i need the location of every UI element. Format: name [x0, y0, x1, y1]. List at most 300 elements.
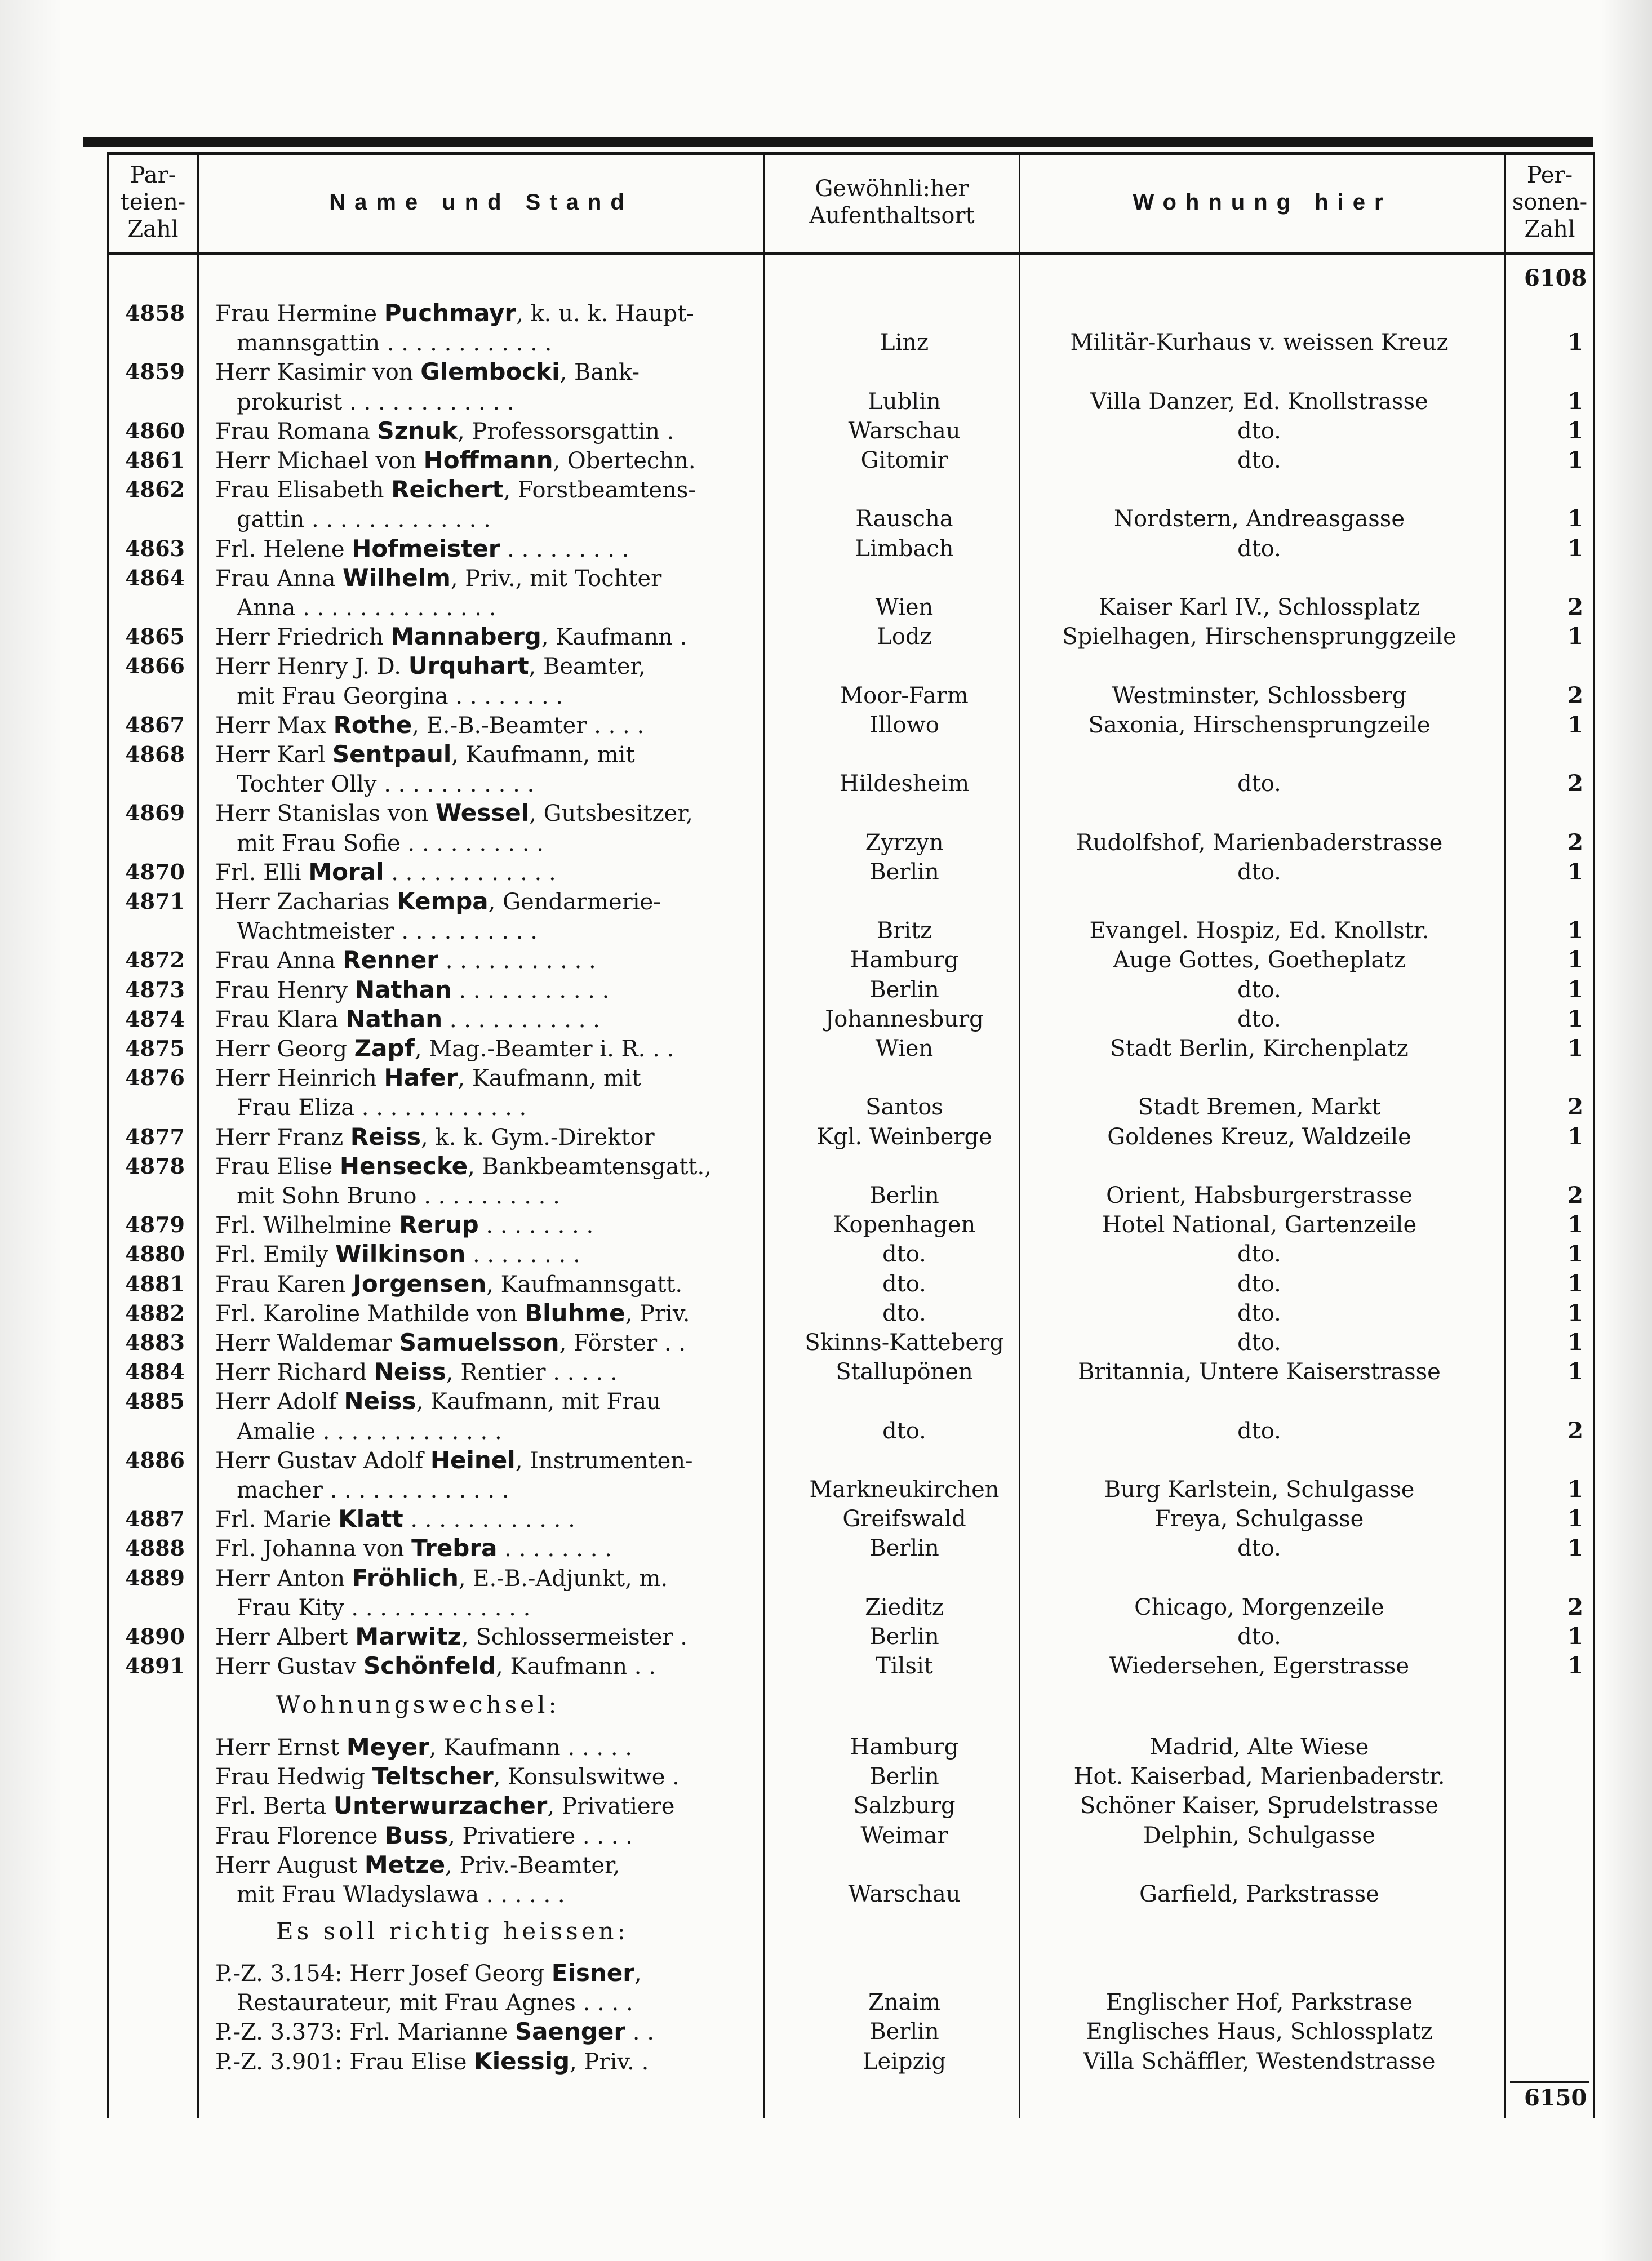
entry-residence: Auge Gottes, Goetheplatz: [1113, 947, 1406, 973]
entry-name: [215, 1299, 756, 1329]
entry-title: Frl. Marie: [215, 1507, 339, 1532]
entry-surname: Marwitz: [355, 1623, 461, 1650]
entry-title: Frl. Elli: [215, 860, 309, 886]
entry-title: Frau Anna: [215, 566, 343, 592]
entry-surname: Kempa: [397, 887, 489, 915]
entry-name: [215, 357, 756, 387]
register-row: [0, 1534, 1652, 1563]
entry-hometown: Berlin: [869, 1535, 939, 1561]
entry-hometown: Markneukirchen: [809, 1477, 1000, 1503]
register-row: [0, 299, 1652, 328]
register-row: [0, 593, 1652, 622]
richtig-row: [0, 2017, 1652, 2046]
entry-hometown: Hildesheim: [839, 771, 970, 797]
entry-name: [215, 1622, 756, 1652]
entry-occupation: , Mag.-Beamter i. R. . .: [414, 1036, 674, 1062]
entry-persons: 1: [1567, 1653, 1583, 1679]
entry-number: 4881: [125, 1271, 185, 1296]
entry-surname: Wessel: [435, 799, 530, 827]
entry-residence: Chicago, Morgenzeile: [1134, 1594, 1384, 1620]
entry-title: Frau Henry: [215, 978, 355, 1003]
entry-name: [215, 1063, 756, 1093]
entry-title: Herr Gustav: [215, 1654, 363, 1680]
entry-residence: dto.: [1237, 1330, 1281, 1356]
register-row: [0, 858, 1652, 887]
register-row: [0, 975, 1652, 1005]
header-partei-zahl: Par- teien- Zahl: [120, 162, 186, 242]
entry-title: Herr Heinrich: [215, 1065, 384, 1091]
entry-number: 4870: [125, 859, 185, 885]
entry-persons: 1: [1567, 1123, 1583, 1150]
entry-persons: 1: [1567, 1211, 1583, 1238]
entry-name: [215, 1240, 756, 1269]
entry-surname: Reiss: [350, 1123, 421, 1151]
entry-title: Herr Max: [215, 713, 334, 739]
register-row: [0, 1299, 1652, 1328]
entry-hometown: Berlin: [869, 977, 939, 1003]
entry-name: [215, 1122, 756, 1152]
entry-occupation: , Kaufmannsgatt.: [486, 1272, 683, 1298]
entry-persons: 2: [1567, 1594, 1583, 1620]
entry-surname: Hafer: [384, 1064, 458, 1091]
entry-surname: Heinel: [430, 1446, 516, 1474]
entry-hometown: dto.: [882, 1300, 926, 1326]
entry-persons: 1: [1567, 1006, 1583, 1032]
entry-hometown: Santos: [865, 1094, 943, 1120]
entry-persons: 2: [1567, 770, 1583, 797]
entry-occupation: , Rentier . . . . .: [446, 1360, 618, 1385]
entry-name: [215, 1181, 756, 1211]
entry-name: [215, 534, 756, 564]
register-row: [0, 1005, 1652, 1034]
entry-residence: Schöner Kaiser, Sprudelstrasse: [1080, 1793, 1439, 1819]
entry-hometown: Rauscha: [855, 506, 953, 532]
register-row: [0, 1269, 1652, 1299]
wechsel-row: [0, 1791, 1652, 1820]
entry-occupation: . .: [625, 2019, 654, 2045]
entry-persons: 1: [1567, 447, 1583, 473]
register-row: [0, 710, 1652, 740]
entry-residence: dto.: [1237, 1535, 1281, 1561]
entry-number: 4871: [125, 889, 185, 914]
entry-residence: dto.: [1237, 1271, 1281, 1297]
entry-residence: Britannia, Untere Kaiserstrasse: [1078, 1359, 1441, 1385]
entry-title: Tochter Olly . . . . . . . . . . .: [215, 771, 535, 797]
entry-persons: 1: [1567, 1623, 1583, 1650]
entry-occupation: . . . . . . . . .: [500, 536, 629, 562]
entry-residence: dto.: [1237, 447, 1281, 473]
entry-surname: Fröhlich: [352, 1564, 459, 1592]
entry-name: [215, 1210, 756, 1240]
register-row: [0, 945, 1652, 975]
entry-number: 4888: [125, 1535, 185, 1561]
entry-name: [215, 1475, 756, 1505]
entry-surname: Trebra: [411, 1534, 498, 1562]
entry-name: [215, 563, 756, 593]
entry-surname: Sentpaul: [332, 740, 452, 768]
entry-persons: 1: [1567, 917, 1583, 944]
entry-hometown: Salzburg: [853, 1793, 956, 1819]
entry-name: [215, 887, 756, 917]
entry-number: 4873: [125, 977, 185, 1002]
entry-surname: Mannaberg: [390, 623, 541, 650]
entry-hometown: Greifswald: [842, 1506, 966, 1532]
entry-title: Herr Stanislas von: [215, 801, 436, 827]
entry-occupation: . . . . . . . .: [465, 1242, 580, 1268]
entry-title: mit Sohn Bruno . . . . . . . . . .: [215, 1183, 560, 1209]
register-row: [0, 1593, 1652, 1622]
entry-persons: 2: [1567, 1418, 1583, 1444]
entry-surname: Bluhme: [525, 1299, 625, 1327]
register-row: [0, 328, 1652, 357]
page-total: 6150: [1524, 2085, 1587, 2111]
entry-persons: 1: [1567, 947, 1583, 973]
entry-occupation: , k. u. k. Haupt-: [516, 301, 694, 327]
entry-persons: 1: [1567, 535, 1583, 562]
entry-surname: Puchmayr: [384, 299, 517, 327]
entry-name: [215, 769, 756, 799]
register-row: [0, 446, 1652, 475]
register-row: [0, 1651, 1652, 1681]
entry-persons: 1: [1567, 1476, 1583, 1503]
register-row: [0, 416, 1652, 446]
entry-surname: Sznuk: [377, 417, 458, 445]
entry-persons: 1: [1567, 1035, 1583, 1061]
entry-number: 4889: [125, 1565, 185, 1591]
entry-hometown: dto.: [882, 1241, 926, 1267]
richtig-row: [0, 1958, 1652, 1988]
entry-residence: Nordstern, Andreasgasse: [1114, 506, 1405, 532]
entry-title: Frau Kity . . . . . . . . . . . . .: [215, 1595, 531, 1621]
entry-hometown: Berlin: [869, 2019, 939, 2045]
entry-name: [215, 1357, 756, 1387]
entry-name: [215, 1958, 756, 1988]
entry-residence: Militär-Kurhaus v. weissen Kreuz: [1070, 330, 1449, 356]
register-row: [0, 1092, 1652, 1122]
entry-residence: Englischer Hof, Parkstrase: [1105, 1989, 1413, 2015]
entry-residence: dto.: [1237, 1006, 1281, 1032]
entry-persons: 1: [1567, 976, 1583, 1003]
entry-residence: dto.: [1237, 536, 1281, 562]
entry-number: 4862: [125, 477, 185, 502]
entry-hometown: Stallupönen: [836, 1359, 973, 1385]
register-row: [0, 1504, 1652, 1534]
entry-hometown: Kgl. Weinberge: [816, 1124, 992, 1150]
entry-persons: 1: [1567, 623, 1583, 650]
entry-title: Frau Hedwig: [215, 1764, 372, 1790]
register-row: [0, 798, 1652, 828]
register-row: [0, 1416, 1652, 1446]
entry-name: [215, 446, 756, 476]
entry-surname: Hofmeister: [352, 535, 500, 562]
register-row: [0, 1622, 1652, 1651]
entry-hometown: Berlin: [869, 1764, 939, 1789]
entry-persons: 1: [1567, 1329, 1583, 1356]
entry-title: Frau Romana: [215, 419, 378, 445]
register-row: [0, 1387, 1652, 1416]
entry-surname: Buss: [385, 1822, 448, 1849]
entry-residence: dto.: [1237, 1624, 1281, 1650]
total-rule: [1510, 2081, 1589, 2083]
entry-title: Frau Eliza . . . . . . . . . . . .: [215, 1095, 527, 1121]
entry-title: Restaurateur, mit Frau Agnes . . . .: [215, 1990, 633, 2016]
entry-name: [215, 1504, 756, 1534]
register-row: [0, 475, 1652, 504]
entry-name: [215, 1152, 756, 1181]
entry-title: Herr Friedrich: [215, 624, 391, 650]
entry-occupation: , k. k. Gym.-Direktor: [421, 1125, 655, 1151]
entry-title: Herr Franz: [215, 1125, 350, 1151]
entry-occupation: , Konsulswitwe .: [493, 1764, 680, 1790]
entry-persons: 1: [1567, 1300, 1583, 1326]
entry-title: Herr Gustav Adolf: [215, 1448, 430, 1474]
entry-occupation: , Kaufmann . . . . .: [429, 1735, 632, 1761]
entry-name: [215, 416, 756, 446]
entry-residence: Westminster, Schlossberg: [1112, 683, 1407, 709]
entry-persons: 1: [1567, 1505, 1583, 1532]
entry-surname: Schönfeld: [363, 1652, 496, 1680]
header-aufenthaltsort: Gewöhnli:her Aufenthaltsort: [809, 176, 975, 229]
entry-occupation: , Kaufmann .: [541, 624, 687, 650]
entry-hometown: dto.: [882, 1271, 926, 1297]
entry-title: Herr Michael von: [215, 448, 424, 474]
entry-title: Herr Anton: [215, 1566, 352, 1592]
entry-title: mannsgattin . . . . . . . . . . . .: [215, 330, 552, 356]
entry-occupation: , Kaufmann, mit: [451, 742, 635, 768]
entry-occupation: , Beamter,: [529, 654, 646, 679]
entry-residence: Evangel. Hospiz, Ed. Knollstr.: [1089, 918, 1429, 944]
register-row: [0, 1063, 1652, 1092]
entry-title: Frl. Karoline Mathilde von: [215, 1301, 525, 1327]
wechsel-row: [0, 1850, 1652, 1880]
entry-surname: Neiss: [374, 1358, 446, 1385]
entry-title: Frau Elisabeth: [215, 477, 392, 503]
entry-occupation: , Förster . .: [559, 1330, 686, 1356]
carry-over-total: 6108: [1524, 265, 1587, 291]
entry-surname: Renner: [343, 946, 438, 974]
register-row: [0, 357, 1652, 387]
register-row: [0, 563, 1652, 593]
register-row: [0, 740, 1652, 769]
entry-residence: dto.: [1237, 771, 1281, 797]
entry-surname: Samuelsson: [399, 1329, 559, 1356]
entry-number: 4867: [125, 712, 185, 738]
entry-surname: Urquhart: [408, 652, 529, 679]
entry-title: Frau Elise: [215, 1154, 340, 1180]
entry-surname: Eisner: [551, 1959, 634, 1987]
entry-title: mit Frau Sofie . . . . . . . . . .: [215, 830, 544, 856]
entry-occupation: , Priv.-Beamter,: [445, 1853, 620, 1878]
entry-surname: Hoffmann: [423, 446, 553, 474]
entry-surname: Moral: [308, 858, 384, 886]
entry-hometown: Linz: [880, 330, 929, 356]
register-row: [0, 534, 1652, 563]
entry-occupation: , Professorsgattin .: [457, 419, 674, 445]
entry-residence: Burg Karlstein, Schulgasse: [1104, 1477, 1415, 1503]
entry-persons: 1: [1567, 388, 1583, 415]
entry-title: gattin . . . . . . . . . . . . .: [215, 507, 491, 532]
entry-occupation: , Forstbeamtens-: [503, 477, 696, 503]
entry-name: [215, 1387, 756, 1416]
entry-occupation: , Priv., mit Tochter: [450, 566, 662, 592]
entry-occupation: , Kaufmann, mit Frau: [416, 1389, 661, 1415]
register-row: [0, 916, 1652, 945]
entry-hometown: dto.: [882, 1418, 926, 1444]
entry-occupation: . . . . . . . .: [497, 1536, 612, 1562]
entry-persons: 1: [1567, 1271, 1583, 1297]
entry-title: Frau Karen: [215, 1272, 353, 1298]
entry-name: [215, 1005, 756, 1034]
entry-title: Frau Florence: [215, 1823, 385, 1849]
entry-occupation: , Priv. .: [570, 2049, 649, 2075]
entry-title: Frl. Berta: [215, 1793, 334, 1819]
entry-residence: Kaiser Karl IV., Schlossplatz: [1099, 594, 1420, 620]
register-row: [0, 1181, 1652, 1210]
entry-residence: Goldenes Kreuz, Waldzeile: [1107, 1124, 1411, 1150]
entry-name: [215, 1593, 756, 1623]
entry-residence: Stadt Berlin, Kirchenplatz: [1110, 1036, 1409, 1061]
entry-title: Herr Kasimir von: [215, 359, 421, 385]
wechsel-row: [0, 1733, 1652, 1762]
entry-name: [215, 681, 756, 711]
entry-residence: dto.: [1237, 1300, 1281, 1326]
entry-surname: Nathan: [345, 1005, 443, 1033]
top-rule: [83, 137, 1593, 147]
entry-name: [215, 622, 756, 652]
entry-number: 4883: [125, 1330, 185, 1355]
register-row: [0, 1034, 1652, 1063]
entry-occupation: , Privatiere: [547, 1793, 675, 1819]
entry-surname: Glembocki: [420, 358, 560, 385]
entry-surname: Hensecke: [339, 1152, 468, 1180]
entry-name: [215, 1733, 756, 1762]
entry-hometown: Lodz: [877, 624, 932, 650]
entry-hometown: Wien: [875, 594, 934, 620]
richtig-row: [0, 1988, 1652, 2017]
entry-residence: Villa Danzer, Ed. Knollstrasse: [1090, 389, 1428, 415]
register-row: [0, 1357, 1652, 1387]
entry-name: [215, 1850, 756, 1880]
register-row: [0, 651, 1652, 681]
entry-persons: 1: [1567, 1535, 1583, 1561]
register-row: [0, 1328, 1652, 1357]
entry-number: 4890: [125, 1624, 185, 1649]
entry-name: [215, 858, 756, 887]
entry-name: [215, 1092, 756, 1122]
entry-surname: Zapf: [354, 1034, 415, 1062]
entry-name: [215, 1416, 756, 1446]
entry-title: Herr Ernst: [215, 1735, 347, 1761]
entry-persons: 1: [1567, 505, 1583, 532]
entry-hometown: Lublin: [868, 389, 941, 415]
entry-name: [215, 740, 756, 770]
entry-surname: Metze: [364, 1851, 446, 1878]
entry-surname: Wilhelm: [343, 564, 451, 592]
entry-surname: Unterwurzacher: [333, 1792, 548, 1819]
entry-occupation: , Gutsbesitzer,: [529, 801, 693, 827]
entry-occupation: , Bankbeamtensgatt.,: [468, 1154, 712, 1180]
register-row: [0, 887, 1652, 916]
entry-name: [215, 1880, 756, 1909]
entry-name: [215, 975, 756, 1005]
entry-name: [215, 710, 756, 740]
entry-hometown: Leipzig: [862, 2049, 947, 2075]
entry-name: [215, 504, 756, 534]
entry-number: 4866: [125, 653, 185, 678]
entry-occupation: , E.-B.-Beamter . . . .: [412, 713, 645, 739]
entry-hometown: Wien: [875, 1036, 934, 1061]
entry-surname: Rothe: [333, 711, 412, 739]
entry-occupation: . . . . . . . . . . .: [442, 1007, 600, 1033]
register-row: [0, 1122, 1652, 1152]
entry-name: [215, 1269, 756, 1299]
entry-title: Frau Anna: [215, 948, 343, 974]
entry-persons: 1: [1567, 1358, 1583, 1385]
entry-residence: Delphin, Schulgasse: [1143, 1823, 1376, 1849]
register-row: [0, 622, 1652, 651]
entry-name: [215, 2017, 756, 2047]
entry-number: 4879: [125, 1212, 185, 1237]
entry-title: Herr Waldemar: [215, 1330, 399, 1356]
entry-residence: Freya, Schulgasse: [1154, 1506, 1364, 1532]
entry-hometown: Berlin: [869, 1624, 939, 1650]
entry-hometown: Illowo: [869, 712, 939, 738]
entry-number: 4885: [125, 1388, 185, 1414]
entry-occupation: , E.-B.-Adjunkt, m.: [458, 1566, 668, 1592]
entry-number: 4865: [125, 624, 185, 649]
entry-name: [215, 916, 756, 946]
entry-title: mit Frau Wladyslawa . . . . . .: [215, 1882, 565, 1908]
entry-hometown: Warschau: [848, 418, 961, 444]
entry-number: 4864: [125, 565, 185, 590]
entry-name: [215, 798, 756, 828]
entry-hometown: Berlin: [869, 859, 939, 885]
entry-hometown: Weimar: [860, 1823, 948, 1849]
entry-hometown: Zyrzyn: [865, 830, 944, 856]
entry-number: 4882: [125, 1300, 185, 1326]
entry-title: mit Frau Georgina . . . . . . . .: [215, 683, 563, 709]
richtig-row: [0, 2047, 1652, 2076]
entry-title: P.-Z. 3.901: Frau Elise: [215, 2049, 474, 2075]
entry-name: [215, 299, 756, 328]
entry-name: [215, 387, 756, 417]
entry-hometown: Johannesburg: [825, 1006, 984, 1032]
entry-title: macher . . . . . . . . . . . . .: [215, 1477, 509, 1503]
entry-hometown: Hamburg: [850, 947, 959, 973]
entry-residence: dto.: [1237, 977, 1281, 1003]
entry-name: [215, 651, 756, 681]
entry-name: [215, 1762, 756, 1792]
entry-residence: Orient, Habsburgerstrasse: [1106, 1183, 1413, 1209]
entry-hometown: Znaim: [868, 1989, 941, 2015]
entry-title: Anna . . . . . . . . . . . . . .: [215, 595, 496, 621]
entry-residence: Rudolfshof, Marienbaderstrasse: [1076, 830, 1443, 856]
wechsel-row: [0, 1762, 1652, 1791]
entry-hometown: Zieditz: [865, 1594, 944, 1620]
entry-hometown: Moor-Farm: [840, 683, 969, 709]
entry-number: 4861: [125, 447, 185, 473]
entry-residence: Villa Schäffler, Westendstrasse: [1083, 2049, 1436, 2075]
entry-surname: Klatt: [338, 1505, 403, 1532]
entry-surname: Rerup: [399, 1211, 479, 1238]
header-rule: [107, 252, 1595, 255]
entry-occupation: , Kaufmann, mit: [458, 1065, 641, 1091]
entry-title: Herr August: [215, 1853, 365, 1878]
entry-name: [215, 1034, 756, 1064]
entry-title: Frl. Johanna von: [215, 1536, 412, 1562]
entry-name: [215, 1563, 756, 1593]
wechsel-row: [0, 1880, 1652, 1909]
